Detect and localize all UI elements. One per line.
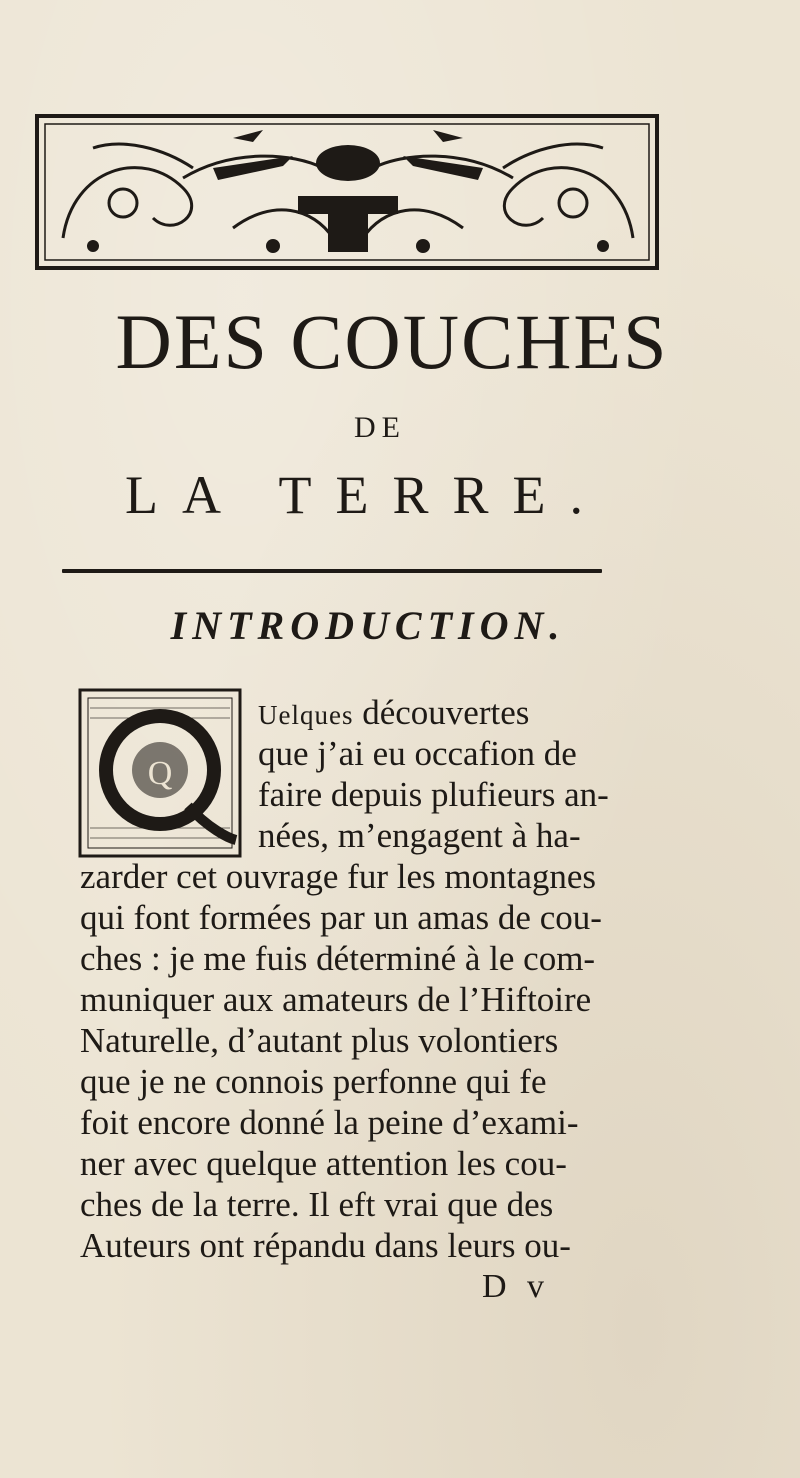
first-line-rest: découvertes [353,693,530,732]
text-line-9: Naturelle, d’autant plus volontiers [80,1021,559,1060]
text-line-5: zarder cet ouvrage fur les montagnes [80,857,597,896]
text-line-1 [258,695,529,730]
text-line-3: faire depuis plufieurs an- [258,775,609,814]
text-line-10: que je ne connois perfonne qui fe [80,1062,547,1101]
text-line-7: ches : je me fuis déterminé à le com- [80,939,596,978]
text-line-11: foit encore donné la peine d’exami- [80,1103,579,1142]
signature-mark: D v [482,1268,551,1305]
text-line-4: nées, m’engagent à ha- [258,816,581,855]
ornamental-headpiece [33,108,663,278]
text-line-14: Auteurs ont répandu dans leurs ou- [80,1226,571,1265]
title-line-2: DE [354,411,406,444]
section-heading: INTRODUCTION. [170,603,566,648]
title-line-1: DES COUCHES [115,298,669,385]
title-line-3: LA TERRE. [124,465,608,525]
text-line-8: muniquer aux amateurs de l’Hiftoire [80,980,592,1019]
text-line-2: que j’ai eu occafion de [258,734,577,773]
ornamental-drop-cap [78,688,242,858]
first-word: Uelques [258,700,354,730]
text-line-6: qui font formées par un amas de cou- [80,898,602,937]
text-line-13: ches de la terre. Il eft vrai que des [80,1185,554,1224]
text-line-12: ner avec quelque attention les cou- [80,1144,567,1183]
horizontal-rule [62,569,602,573]
drop-cap-letter: Q [147,755,173,792]
